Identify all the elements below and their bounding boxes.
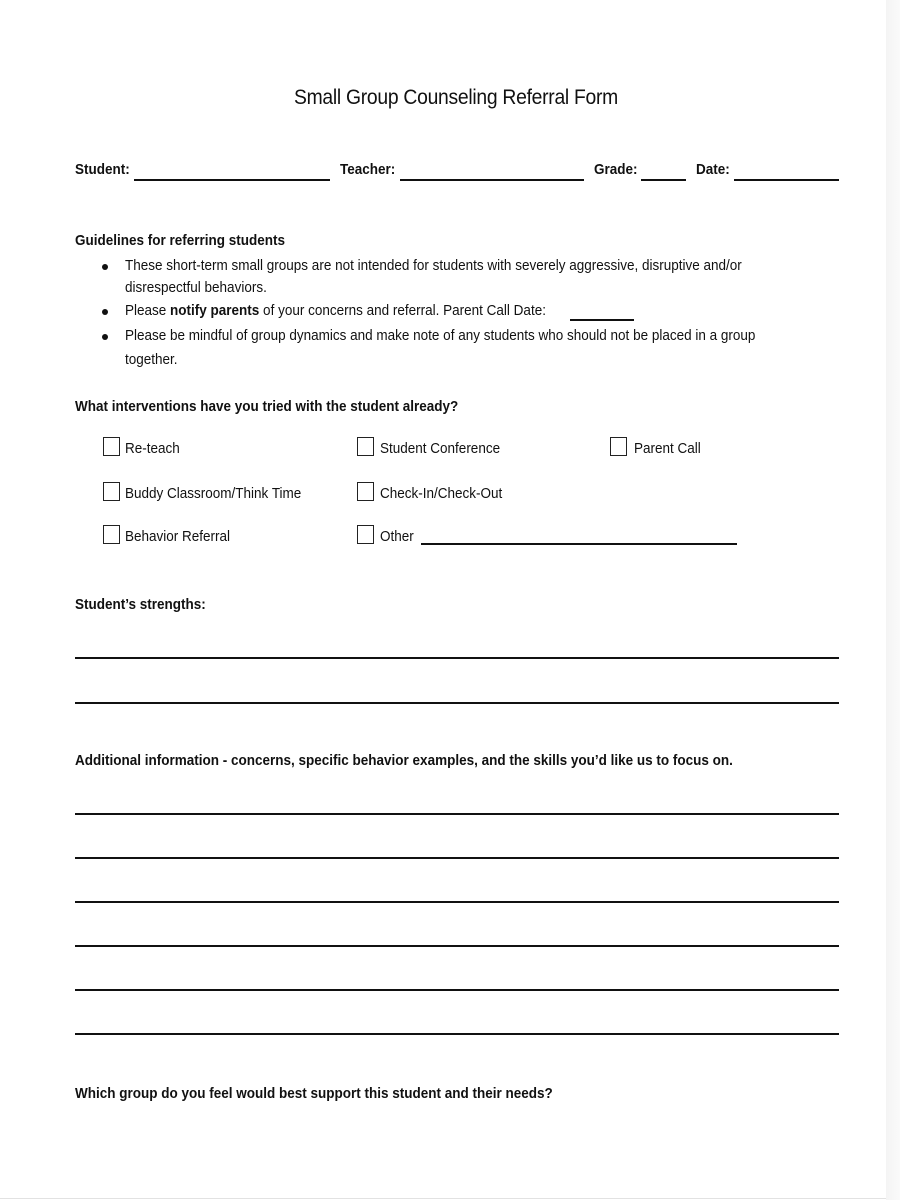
student-conference-checkbox[interactable] xyxy=(357,437,374,456)
strengths-line[interactable] xyxy=(75,702,839,704)
date-label: Date: xyxy=(696,161,730,178)
parent-call-checkbox[interactable] xyxy=(610,437,627,456)
interventions-heading: What interventions have you tried with the student already? xyxy=(75,398,459,415)
strengths-line[interactable] xyxy=(75,657,839,659)
grade-field[interactable] xyxy=(641,179,686,181)
guideline-1-line2: disrespectful behaviors. xyxy=(125,279,267,296)
grade-label: Grade: xyxy=(594,161,638,178)
page-edge xyxy=(886,0,900,1200)
buddy-classroom-label: Buddy Classroom/Think Time xyxy=(125,485,302,502)
re-teach-checkbox[interactable] xyxy=(103,437,120,456)
buddy-classroom-checkbox[interactable] xyxy=(103,482,120,501)
guideline-1-line1: These short-term small groups are not intended for students with severely aggressive, disruptive and/or xyxy=(125,257,742,274)
other-checkbox[interactable] xyxy=(357,525,374,544)
re-teach-label: Re-teach xyxy=(125,440,180,457)
additional-info-line[interactable] xyxy=(75,901,839,903)
student-field[interactable] xyxy=(134,179,330,181)
parent-call-label: Parent Call xyxy=(634,440,701,457)
student-label: Student: xyxy=(75,161,130,178)
behavior-referral-label: Behavior Referral xyxy=(125,528,231,545)
form-title: Small Group Counseling Referral Form xyxy=(293,86,618,109)
group-question: Which group do you feel would best support this student and their needs? xyxy=(75,1085,553,1102)
guideline-2: Please notify parents of your concerns and referral. Parent Call Date: xyxy=(125,302,546,319)
other-label: Other xyxy=(380,528,414,545)
teacher-label: Teacher: xyxy=(340,161,396,178)
bullet-icon xyxy=(102,309,108,315)
other-field[interactable] xyxy=(421,543,737,545)
guidelines-heading: Guidelines for referring students xyxy=(75,232,286,249)
strengths-heading: Student’s strengths: xyxy=(75,596,206,613)
bullet-icon xyxy=(102,334,108,340)
check-in-check-out-checkbox[interactable] xyxy=(357,482,374,501)
parent-call-date-field[interactable] xyxy=(570,319,634,321)
additional-info-line[interactable] xyxy=(75,945,839,947)
additional-info-heading: Additional information - concerns, specific behavior examples, and the skills you’d like us to focus on. xyxy=(75,752,733,769)
guideline-3-line1: Please be mindful of group dynamics and make note of any students who should not be placed in a group xyxy=(125,327,756,344)
teacher-field[interactable] xyxy=(400,179,584,181)
date-field[interactable] xyxy=(734,179,839,181)
check-in-check-out-label: Check-In/Check-Out xyxy=(380,485,503,502)
behavior-referral-checkbox[interactable] xyxy=(103,525,120,544)
additional-info-line[interactable] xyxy=(75,857,839,859)
bullet-icon xyxy=(102,264,108,270)
additional-info-line[interactable] xyxy=(75,813,839,815)
student-conference-label: Student Conference xyxy=(380,440,501,457)
additional-info-line[interactable] xyxy=(75,1033,839,1035)
additional-info-line[interactable] xyxy=(75,989,839,991)
guideline-3-line2: together. xyxy=(125,351,178,368)
